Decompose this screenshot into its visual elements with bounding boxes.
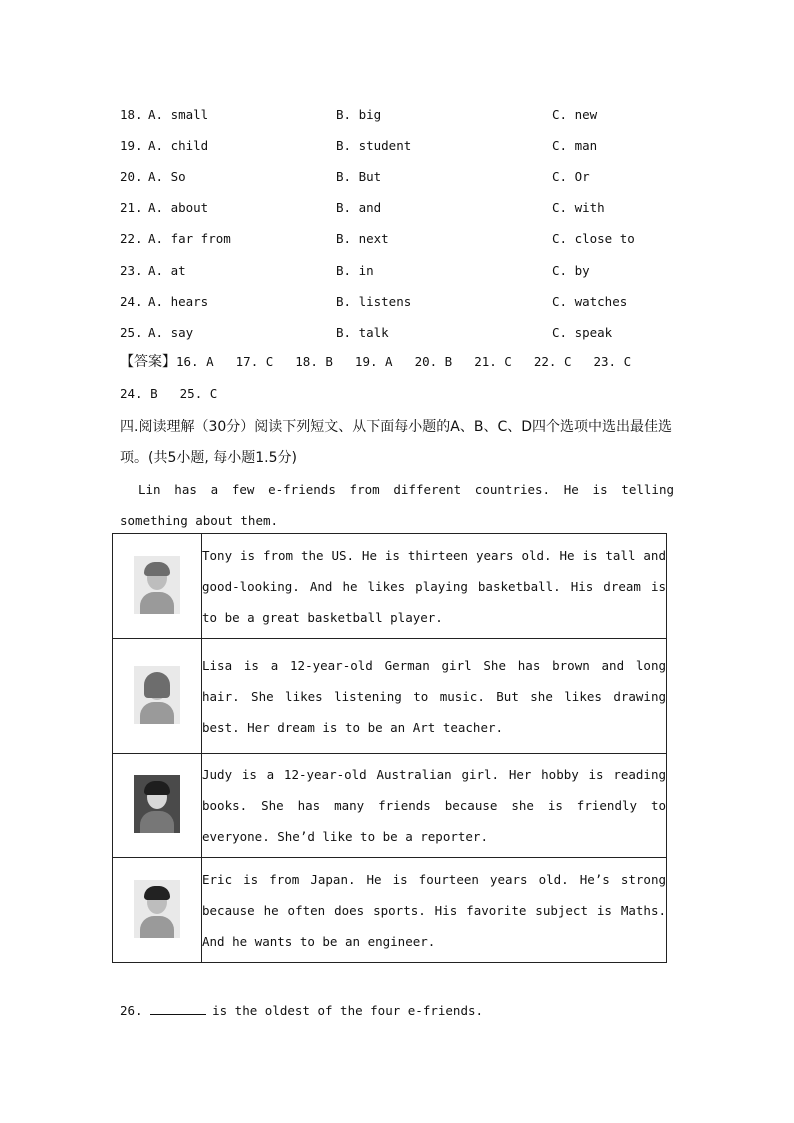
lisa-photo bbox=[134, 666, 180, 724]
question-number: 26. bbox=[120, 1003, 143, 1018]
question-number: 25. bbox=[120, 325, 143, 340]
option-a: A. at bbox=[148, 263, 186, 278]
friend-description: Eric is from Japan. He is fourteen years old. He’s strong because he often does sports. His favorite subject is Maths. And he wants to be an engineer. bbox=[202, 858, 667, 963]
option-c: C. with bbox=[552, 200, 605, 215]
e-friends-table bbox=[112, 533, 667, 963]
answer-item: 25. C bbox=[179, 386, 218, 401]
option-c: C. new bbox=[552, 107, 598, 122]
option-a: A. say bbox=[148, 325, 194, 340]
option-row bbox=[120, 263, 700, 283]
answer-label: 【答案】 bbox=[120, 354, 176, 370]
answer-key bbox=[120, 346, 690, 410]
option-a: A. child bbox=[148, 138, 209, 153]
option-row bbox=[120, 231, 700, 251]
section-heading: 四.阅读理解（30分）阅读下列短文、从下面每小题的A、B、C、D四个选项中选出最佳选项。(共5小题, 每小题1.5分) bbox=[120, 419, 672, 466]
question-text: is the oldest of the four e-friends. bbox=[212, 1003, 484, 1018]
option-row bbox=[120, 294, 700, 314]
option-b: B. next bbox=[336, 231, 389, 246]
question-number: 23. bbox=[120, 263, 143, 278]
question-number: 24. bbox=[120, 294, 143, 309]
option-a: A. far from bbox=[148, 231, 231, 246]
option-b: B. and bbox=[336, 200, 382, 215]
answer-item: 17. C bbox=[235, 354, 274, 369]
question-number: 20. bbox=[120, 169, 143, 184]
table-row bbox=[113, 754, 667, 858]
answer-item: 20. B bbox=[414, 354, 453, 369]
option-row bbox=[120, 200, 700, 220]
option-row bbox=[120, 169, 700, 189]
option-c: C. watches bbox=[552, 294, 628, 309]
option-b: B. But bbox=[336, 169, 382, 184]
table-row bbox=[113, 534, 667, 639]
answer-item: 22. C bbox=[533, 354, 572, 369]
option-b: B. listens bbox=[336, 294, 412, 309]
answer-item: 16. A bbox=[176, 354, 214, 369]
answer-item: 24. B bbox=[120, 386, 158, 401]
option-b: B. talk bbox=[336, 325, 389, 340]
judy-photo bbox=[134, 775, 180, 833]
question-number: 22. bbox=[120, 231, 143, 246]
option-row bbox=[120, 325, 700, 345]
option-c: C. man bbox=[552, 138, 598, 153]
answer-item: 19. A bbox=[354, 354, 393, 369]
option-b: B. in bbox=[336, 263, 374, 278]
answer-blank[interactable] bbox=[150, 1002, 206, 1015]
option-row bbox=[120, 107, 700, 127]
friend-description: Judy is a 12-year-old Australian girl. Her hobby is reading books. She has many friends because she is friendly to everyone. She’d like to be a reporter. bbox=[202, 754, 667, 858]
option-row bbox=[120, 138, 700, 158]
answer-item: 23. C bbox=[593, 354, 632, 369]
option-c: C. close to bbox=[552, 231, 635, 246]
friend-description: Lisa is a 12-year-old German girl She has brown and long hair. She likes listening to music. But she likes drawing best. Her dream is to be an Art teacher. bbox=[202, 639, 667, 754]
option-b: B. student bbox=[336, 138, 412, 153]
option-c: C. speak bbox=[552, 325, 613, 340]
option-a: A. small bbox=[148, 107, 209, 122]
option-a: A. So bbox=[148, 169, 186, 184]
question-number: 18. bbox=[120, 107, 143, 122]
eric-photo bbox=[134, 880, 180, 938]
option-c: C. by bbox=[552, 263, 590, 278]
question-number: 21. bbox=[120, 200, 143, 215]
passage-intro: Lin has a few e-friends from different countries. He is telling something about them. bbox=[120, 482, 674, 528]
table-row bbox=[113, 639, 667, 754]
friend-description: Tony is from the US. He is thirteen years old. He is tall and good-looking. And he likes playing basketball. His dream is to be a great basketball player. bbox=[202, 534, 667, 639]
option-a: A. hears bbox=[148, 294, 209, 309]
question-number: 19. bbox=[120, 138, 143, 153]
option-c: C. Or bbox=[552, 169, 590, 184]
tony-photo bbox=[134, 556, 180, 614]
answer-item: 18. B bbox=[295, 354, 333, 369]
table-row bbox=[113, 858, 667, 963]
option-a: A. about bbox=[148, 200, 209, 215]
answer-item: 21. C bbox=[474, 354, 512, 369]
option-b: B. big bbox=[336, 107, 382, 122]
question-26 bbox=[120, 1002, 680, 1018]
